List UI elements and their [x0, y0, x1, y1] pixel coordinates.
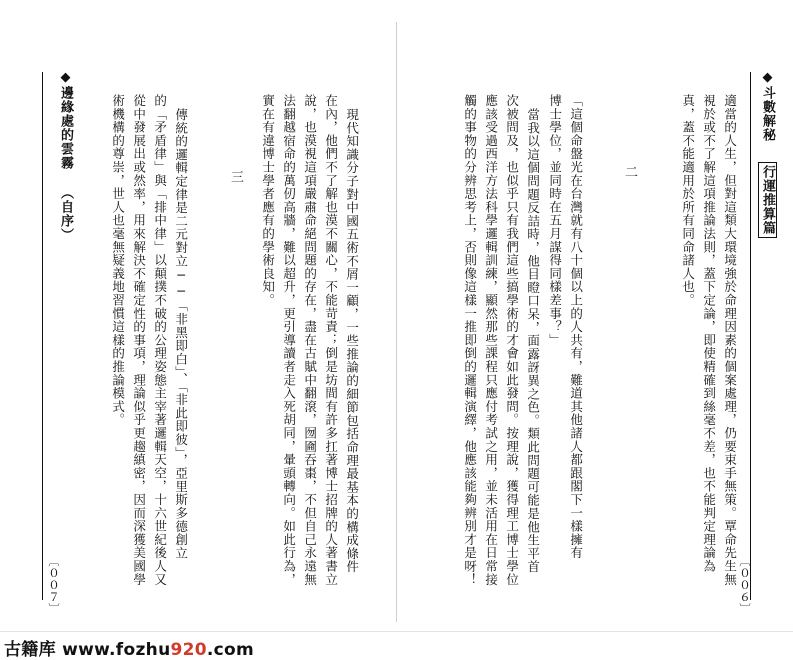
right-running-head-label: ◆斗數解秘 [760, 70, 775, 142]
right-header-rule [750, 72, 751, 600]
right-column-4: 「這個命盤光在台灣就有八十個以上的人共有，難道其他諸人都跟閣下一樣擁有 [568, 94, 584, 560]
right-column-1: 適當的人生，但對這類大環境強於命理因素的個案處理，仍要束手無策。覃命先生無 [722, 94, 738, 587]
left-column-5: 現代知識分子對中國五術不屑一顧，一些推論的細節包括命理最基本的構成條件 [344, 108, 360, 574]
right-column-7: 次被問及，也似乎只有我們這些搞學術的才會如此發問。按理說，獲得理工博士學位 [504, 94, 520, 587]
site-url: www.fozhu920.com [62, 640, 255, 660]
right-column-9: 觸的事物的分辨思考上，否則像這樣一推即倒的邏輯演繹，他應該能夠辨別才是呀！ [462, 94, 478, 587]
left-column-4: 在內，他們不了解也漠不關心，不能苛責；倒是坊間有許多扛著博士招牌的人著書立 [323, 94, 339, 587]
preface-label: （自序） [58, 186, 73, 242]
right-column-5: 博士學位，並同時在五月謀得同樣差事？」 [547, 94, 563, 347]
right-column-2: 視於或不了解這項推論法則，蓋下定論，即使精確到絲毫不差，也不能判定理論為 [701, 94, 717, 573]
left-column-9: 術機構的尊崇，世人也毫無疑義地習慣這樣的推論模式。 [110, 94, 126, 427]
site-logo[interactable] [4, 635, 254, 660]
left-running-head [56, 70, 75, 242]
right-running-head [758, 70, 777, 238]
left-column-7: 的「矛盾律」與「排中律」以顛撲不破的公理姿態主宰著邏輯天空，十六世紀後人又 [152, 94, 168, 587]
section-mark-2: 二 [622, 165, 637, 178]
section-mark-3: 三 [228, 170, 243, 183]
left-column-3: 說，也漠視這項嚴肅命絕問題的存在，盡在古賦中翻滾，囫圇吞棗，不但自己永遠無 [302, 94, 318, 587]
right-page-number: 〔００６〕 [738, 555, 752, 615]
footer-watermark [0, 631, 793, 660]
page-fold [396, 22, 397, 622]
right-column-3: 真，蓋不能適用於所有同命諸人也。 [680, 94, 696, 307]
left-column-8: 從中發展出或然率，用來解決不確定性的事項，理論似乎更趨縝密，因而深獲美國學 [131, 94, 147, 587]
site-name: 古籍库 [4, 640, 56, 660]
left-page-number: 〔００７〕 [47, 555, 61, 615]
right-column-6: 當我以這個問題反詰時，他目瞪口呆，面露訝異之色。類此問題可能是他生平首 [525, 108, 541, 574]
left-column-1: 實在有違博士學者應有的學術良知。 [260, 94, 276, 307]
left-column-6: 傳統的邏輯定律是二元對立──「非黑即白」、「非此即彼」，亞里斯多德創立 [173, 108, 189, 560]
right-column-8: 應該受過西洋方法科學邏輯訓練，顯然那些課程只應付考試之用，並未活用在日常接 [483, 94, 499, 587]
left-header-rule [42, 72, 43, 600]
chapter-title: 行運推算篇 [758, 162, 777, 238]
left-running-head-label: ◆邊緣處的雲霧 [58, 70, 73, 170]
left-column-2: 法翻越宿命的萬仞高牆，難以超升，更引導讀者走入死胡同，暈頭轉向。如此行為， [281, 94, 297, 587]
